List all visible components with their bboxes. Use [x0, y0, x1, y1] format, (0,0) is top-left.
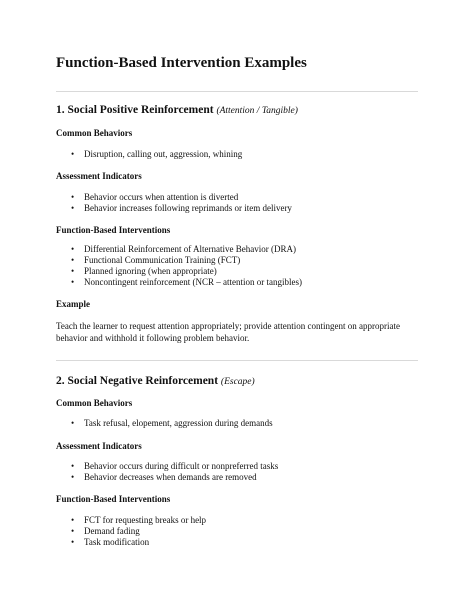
list-item-text: Planned ignoring (when appropriate) — [84, 266, 217, 276]
list-item-text: Demand fading — [84, 526, 140, 536]
section-1-interventions-list — [56, 244, 302, 288]
section-2-heading-text: 2. Social Negative Reinforcement — [56, 375, 219, 387]
section-divider — [56, 360, 418, 361]
list-item — [56, 461, 278, 472]
bullet-icon: • — [71, 537, 75, 547]
bullet-icon: • — [71, 277, 75, 287]
list-item-text: Task refusal, elopement, aggression during demands — [84, 418, 273, 428]
list-item — [56, 192, 292, 203]
section-2-assessment-heading: Assessment Indicators — [56, 441, 142, 451]
list-item — [56, 255, 302, 266]
section-2-common-behaviors-heading: Common Behaviors — [56, 398, 133, 408]
list-item-text: Disruption, calling out, aggression, whining — [84, 149, 243, 159]
list-item-text: Behavior occurs when attention is diverted — [84, 192, 239, 202]
bullet-icon: • — [71, 526, 75, 536]
list-item — [56, 418, 273, 429]
section-1-qualifier: (Attention / Tangible) — [216, 106, 298, 116]
section-2-assessment-list — [56, 461, 278, 483]
list-item — [56, 244, 302, 255]
bullet-icon: • — [71, 461, 75, 471]
list-item — [56, 149, 242, 160]
section-2-qualifier: (Escape) — [220, 377, 255, 387]
section-1-heading-text: 1. Social Positive Reinforcement — [56, 104, 214, 116]
bullet-icon: • — [71, 515, 75, 525]
section-1-assessment-heading: Assessment Indicators — [56, 171, 142, 181]
bullet-icon: • — [71, 203, 75, 213]
list-item — [56, 526, 206, 537]
page-title: Function-Based Intervention Examples — [56, 55, 307, 71]
section-1-heading — [56, 102, 298, 119]
bullet-icon: • — [71, 472, 75, 482]
list-item — [56, 266, 302, 277]
section-2-interventions-heading: Function-Based Interventions — [56, 494, 171, 504]
list-item — [56, 472, 278, 483]
title-divider — [56, 91, 418, 92]
section-1-common-behaviors-heading: Common Behaviors — [56, 128, 133, 138]
list-item-text: Differential Reinforcement of Alternative Behavior (DRA) — [84, 244, 297, 254]
section-1-example-text: Teach the learner to request attention appropriately; provide attention contingent on appropriate behavior and withhold it following problem behavior. — [56, 321, 400, 343]
bullet-icon: • — [71, 418, 75, 428]
list-item-text: Behavior decreases when demands are removed — [84, 472, 257, 482]
list-item — [56, 203, 292, 214]
list-item-text: FCT for requesting breaks or help — [84, 515, 207, 525]
bullet-icon: • — [71, 266, 75, 276]
list-item-text: Task modification — [84, 537, 150, 547]
section-1-assessment-list — [56, 192, 292, 214]
bullet-icon: • — [71, 255, 75, 265]
list-item — [56, 537, 206, 548]
list-item-text: Functional Communication Training (FCT) — [84, 255, 241, 265]
list-item — [56, 515, 206, 526]
section-1-interventions-heading: Function-Based Interventions — [56, 225, 171, 235]
bullet-icon: • — [71, 244, 75, 254]
list-item — [56, 277, 302, 288]
bullet-icon: • — [71, 192, 75, 202]
list-item-text: Noncontingent reinforcement (NCR – attention or tangibles) — [84, 277, 302, 287]
bullet-icon: • — [71, 149, 75, 159]
list-item-text: Behavior increases following reprimands or item delivery — [84, 203, 292, 213]
section-1-common-behaviors-list — [56, 149, 242, 160]
section-2-interventions-list — [56, 515, 206, 548]
list-item-text: Behavior occurs during difficult or nonpreferred tasks — [84, 461, 279, 471]
section-1-example-heading: Example — [56, 299, 91, 309]
section-2-heading — [56, 373, 255, 390]
section-2-common-behaviors-list — [56, 418, 273, 429]
